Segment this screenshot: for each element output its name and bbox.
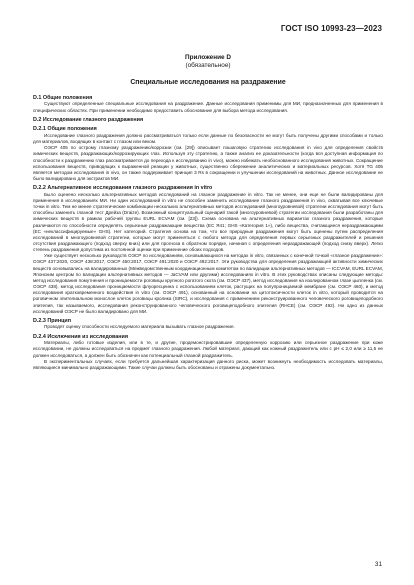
paragraph: В экспериментальных случаях, если требуется дальнейшая характеризация данного риска, может возникнуть необходимость исследовать материалы, являющиеся минимально раздражающими. Такие случаи должны быть обоснованы и отражены документально. — [33, 358, 383, 370]
section-heading: D.2.2 Альтернативное исследования глазного раздражения in vitro — [33, 185, 213, 192]
annex-kind: (обязательное) — [185, 61, 231, 69]
paragraph: ОЭСР 405 по острому глазному раздражению/коррозии (см. [29]) описывает пошаговую стратегию исследования in vivo для определения свойств химических веществ, раздражающих/коррозирующих глаз. Используя эту стратегию, а также анализ ее доказательности (когда вся доступная информация по способности к раздражению глаз рассматривается до перехода к исследованию in vivo), можно избежать необоснованного исследования животных. Сокращение использования веществ, приводящих к выраженной реакции у животных, существенно сбережение аналитических и материальных ресурсов. Хотя ТG 405 является методом исследования in vivo, он также поддерживает принцип 3 Rs в сокращении и улучшении исследований на животных. Данное исследование не было валидировано для экстрактов МИ. — [33, 145, 383, 181]
paragraph: Исследование глазного раздражения должно рассматриваться только если данные по безопасности не могут быть получены другими способами и только для материалов, входящих в контакт с глазом или веком. — [33, 132, 383, 145]
section-heading: D.2.1 Общие положения — [33, 126, 97, 133]
paragraph: Существуют определенные специальные исследования на раздражение. Данные исследования применимы для МИ, предназначенных для применения в специфических областях. При применении необходимо предоставить обоснование для выбора метода исследования. — [33, 101, 383, 113]
section-heading: D.1 Общие положения — [33, 94, 93, 101]
paragraph: Проводят оценку способности исследуемого материала вызывать глазное раздражение. — [44, 324, 235, 330]
annex-heading: Специальные исследования на раздражение — [130, 79, 286, 87]
page-content — [33, 54, 383, 371]
section-heading: D.2.4 Исключения из исследования — [33, 333, 129, 340]
paragraph: Было оценено несколько альтернативных методов исследований на глазное раздражение in vitro. Так не менее, они еще не были валидированы для применения в исследованиях МИ. Ни один исследований in vitro не способен заменить исследование глазного раздражения in vivo, охватывая все ключевые точки in vitro. Тем не менее стратегические комбинации нескольких альтернативных методов исследований (многоуровневой) стратегии исследования могут быть способны заменить глазной тест Дрейза (Draize). Возможный концептуальный сценарий такой (многоуровневой) стратегии исследования были разработаны для химических веществ в рамках рабочей группы EURL ECVAM (см. [23]). Схема основана на альтернативных вариантах глазного раздражения, которые различаются по способности определять серьезные раздражающие вещества (ЕС Я41; GHS «Категория 1»), либо вещества, считающиеся нераздражающими (ЕС «неклассифицируемые» GHS). Нет категорий. Стратегия основа на том, что все природные раздражения могут быть оценены путем распределения исследований в многоуровневой стратегии, которые могут применяться с любого метода для определения первых серьезных раздражителей и решения отсутствия раздражающего (подход сверху вниз) или для прогноза в обратном порядке, начиная с определения нераздражающей (подход снизу вверх). Легко степень раздражения допустима из постоянной оценки при применение обоих подходов. — [33, 191, 383, 253]
annex-title: Приложение D — [185, 54, 231, 61]
section-heading: D.2 Исследование глазного раздражения — [33, 116, 144, 123]
paragraph: Материалы, либо готовые изделия, или в те, и другие, продемонстрировавшие определенную коррозию или серьезное раздражение при коже исследовании, не должны исследоваться на предмет глазного раздражения. Любой материал, дающий как кожный раздражитель или с pH ≤ 2,0 или ≥ 11,5 не должен исследоваться, а должен быть обозначен как потенциальный глазной раздражитель. — [33, 340, 383, 358]
page-number: 31 — [374, 561, 382, 568]
section-heading: D.2.3 Принцип — [33, 317, 72, 324]
paragraph: Уже существует несколько руководств ОЭСР по исследованиям, основывающихся на методах in vitro, связанных с конечной точкой «глазное раздражение»: ОЭСР 437:2020, ОЭСР 438:2017, ОЭСР 460:2017, ОЭСР 491:2020 и ОЭСР 492:2017. Эти руководства для определения раздражающей активности химических веществ основывались на валидированных (Межведомственным координационным комитетом по валидации альтернативных методов — ICCVAM, EURL ECVAM, Японским центром по валидации альтернативных методов — JaCVAM или другими) исследованиях in vitro. В этих руководствах описаны следующие методы: метод исследования помутнения и проницаемости роговицы крупного рогатого скота (см. ОЭСР 437), метод исследования на изолированном глазе цыпленка (см. ОЭСР 438), метод исследования проницаемости флуоресцеина с использованием клеток, растущих на полупроницаемой мембране (см. ОЭСР 460), и метод исследования кратковременного воздействия in vitro (см. ОЭСР 491), основанный на основании на цитотоксичности клеток in vitro, который проводится на роговичном эпителиальном монослое клеток роговицы кролика (SIRC), и исследования с применением реконструированного человеческого роговицеподобного эпителия, так называемого, исследования реконструированного человеческого роговицеподобного эпителия (RHCE) (см. ОЭСР 492). Ни одно из данных исследований ОЭСР не было валидировано для МИ. — [33, 253, 383, 314]
standard-number: ГОСТ ISO 10993-23—2023 — [280, 24, 382, 33]
